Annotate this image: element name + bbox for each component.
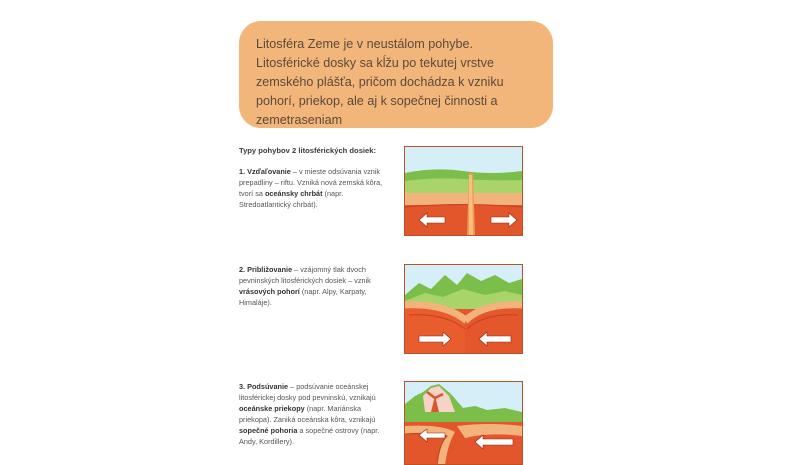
item-convergence-desc-2: (napr. Alpy, Karpaty, Himaláje). xyxy=(239,287,367,307)
item-subduction-desc-1: – podsúvanie oceánskej litosférickej dosky pod pevninskú, vznikajú xyxy=(239,382,376,402)
item-subduction-title: 3. Podsúvanie xyxy=(239,382,289,391)
item-convergence-text xyxy=(239,264,389,308)
item-convergence-title: 2. Približovanie xyxy=(239,265,293,274)
intro-box xyxy=(239,21,553,128)
item-divergence-keyword: oceánsky chrbát xyxy=(264,189,323,198)
item-subduction-keyword-2: sopečné pohoria xyxy=(239,426,298,435)
section-title: Typy pohybov 2 litosférických dosiek: xyxy=(239,146,377,155)
convergent-plates-illustration xyxy=(404,264,523,354)
subduction-plates-illustration xyxy=(404,381,523,465)
divergent-plates-illustration xyxy=(404,146,523,236)
item-subduction-desc-3: a sopečné ostrovy (napr. Andy, Kordillery). xyxy=(239,426,380,446)
item-divergence-title: 1. Vzďaľovanie xyxy=(239,167,291,176)
intro-text: Litosféra Zeme je v neustálom pohybe. Litosférické dosky sa kĺžu po tekutej vrstve zemského plášťa, pričom dochádza k vzniku pohorí, priekop, ale aj k sopečnej činnosti a zemetraseniam xyxy=(256,37,504,127)
item-subduction-desc-2: (napr. Mariánska priekopa). Zaniká oceánska kôra, vznikajú xyxy=(239,404,376,424)
item-divergence-desc-2: (napr. Stredoatlantický chrbát). xyxy=(239,189,344,209)
item-subduction-keyword-1: oceánske priekopy xyxy=(239,404,305,413)
item-divergence-desc-1: – v mieste odsúvania vznik prepadliny – riftu. Vzniká nová zemská kôra, tvorí sa xyxy=(239,167,383,198)
item-convergence-keyword: vrásových pohorí xyxy=(239,287,300,296)
item-divergence-text xyxy=(239,166,389,210)
item-convergence-desc-1: – vzájomný tlak dvoch pevninských litosférických dosiek – vznik xyxy=(239,265,371,285)
item-subduction-text xyxy=(239,381,389,447)
